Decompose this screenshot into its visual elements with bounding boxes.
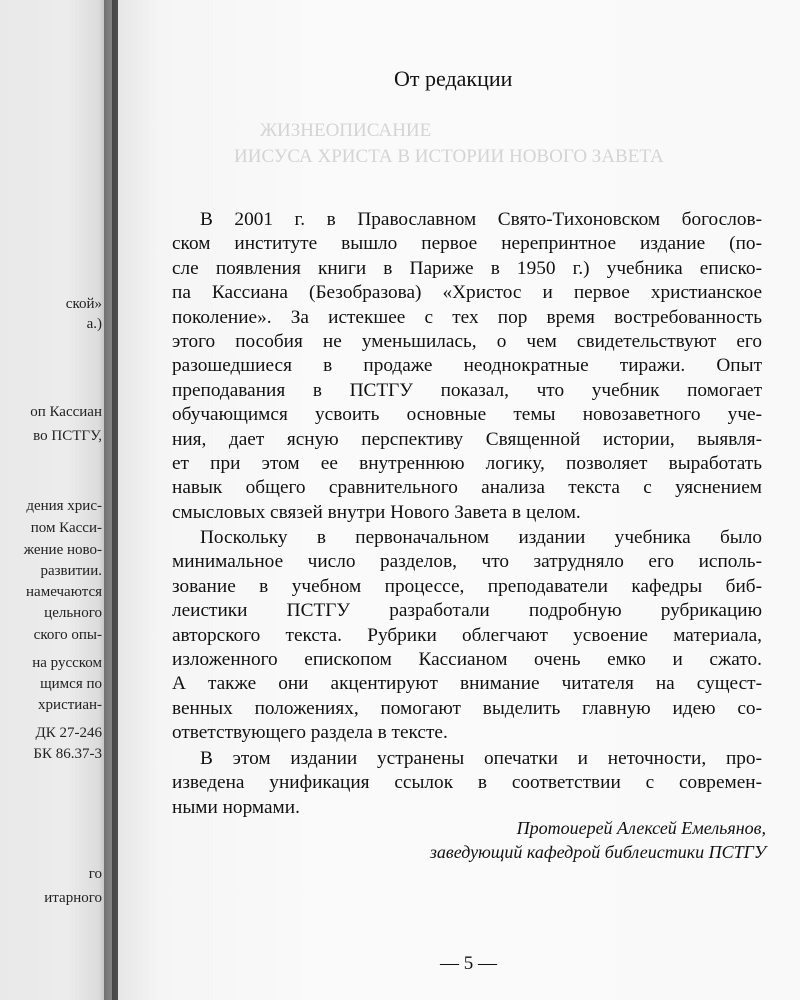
signature-title: заведующий кафедрой библеистики ПСТГУ — [429, 842, 766, 862]
left-page-line: ского опы- — [33, 627, 102, 643]
left-page-line: ской» — [65, 296, 102, 312]
paragraph-line: ском институте вышло первое нерепринтное издание (по- — [172, 233, 762, 255]
paragraph-line: ет при этом ее внутреннюю логику, позволяет выработать — [172, 452, 762, 474]
paragraph-line: ния, дает ясную перспективу Священной истории, выявля- — [172, 428, 762, 450]
paragraph-line: поколение». За истекшее с тех пор время востребованность — [172, 306, 762, 328]
paragraph-line: этого пособия не уменьшилась, о чем свидетельствуют его — [172, 330, 762, 352]
left-page-line: во ПСТГУ, — [33, 428, 102, 444]
paragraph-line: Поскольку в первоначальном издании учебника было — [200, 527, 762, 548]
paragraph-line: изведена унификация ссылок в соответствии с современ- — [172, 772, 762, 794]
paragraph-line: ными нормами. — [172, 796, 300, 818]
left-page-line: а.) — [86, 316, 102, 332]
paragraph-line: преподавания в ПСТГУ показал, что учебник помогает — [172, 379, 762, 401]
paragraph-line: навык общего сравнительного анализа текста с уяснением — [172, 477, 762, 499]
paragraph-line: В этом издании устранены опечатки и неточности, про- — [200, 748, 762, 769]
paragraph-line: В 2001 г. в Православном Свято-Тихоновском богослов- — [200, 209, 762, 230]
body-paragraph — [172, 208, 762, 525]
paragraph-line: ответствующего раздела в тексте. — [172, 722, 448, 744]
paragraph-line: изложенного епископом Кассианом очень емко и сжато. — [172, 648, 762, 670]
paragraph-line: разошедшиеся в продаже неоднократные тиражи. Опыт — [172, 355, 762, 377]
body-paragraph — [172, 747, 762, 820]
left-page-line: жение ново- — [23, 542, 102, 558]
body-paragraph — [172, 526, 762, 746]
paragraph-line: минимальное число разделов, что затрудняло его исполь- — [172, 551, 762, 573]
left-page-line: ДК 27-246 — [35, 725, 102, 741]
page-title: От редакции — [394, 66, 513, 91]
paragraph-line: венных положениях, помогают выделить главную идею со- — [172, 697, 762, 719]
page-number: — 5 — — [440, 953, 497, 974]
left-page-line: намечаются — [26, 584, 102, 600]
left-page-line: дения хрис- — [26, 498, 102, 514]
left-page-line: христиан- — [38, 697, 102, 713]
paragraph-line: зование в учебном процессе, преподаватели кафедры биб- — [172, 575, 762, 597]
signature-name: Протоиерей Алексей Емельянов, — [516, 818, 766, 838]
left-page-line: пом Касси- — [30, 520, 102, 536]
left-page-line: на русском — [32, 655, 102, 671]
paragraph-line: па Кассиана (Безобразова) «Христос и первое христианское — [172, 282, 762, 304]
show-through-text: ЖИЗНЕОПИСАНИЕ — [260, 120, 432, 141]
left-page-line: БК 86.37-3 — [33, 746, 102, 762]
paragraph-line: смысловых связей внутри Нового Завета в целом. — [172, 501, 581, 523]
left-page-line: цельного — [44, 605, 102, 621]
show-through-text: ИИСУСА ХРИСТА В ИСТОРИИ НОВОГО ЗАВЕТА — [234, 146, 664, 167]
left-page-line: развитии. — [40, 563, 102, 579]
left-page-line: итарного — [44, 890, 102, 906]
paragraph-line: сле появления книги в Париже в 1950 г.) учебника еписко- — [172, 257, 762, 279]
paragraph-line: леистики ПСТГУ разработали подробную рубрикацию — [172, 600, 762, 622]
paragraph-line: обучающимся усвоить основные темы новозаветного уче- — [172, 404, 762, 426]
left-page — [0, 0, 112, 1000]
left-page-line: щимся по — [40, 676, 102, 692]
left-page-line: го — [88, 866, 102, 882]
paragraph-line: А также они акцентируют внимание читателя на сущест- — [172, 673, 762, 695]
left-page-line: оп Кассиан — [30, 404, 102, 420]
paragraph-line: авторского текста. Рубрики облегчают усвоение материала, — [172, 624, 762, 646]
